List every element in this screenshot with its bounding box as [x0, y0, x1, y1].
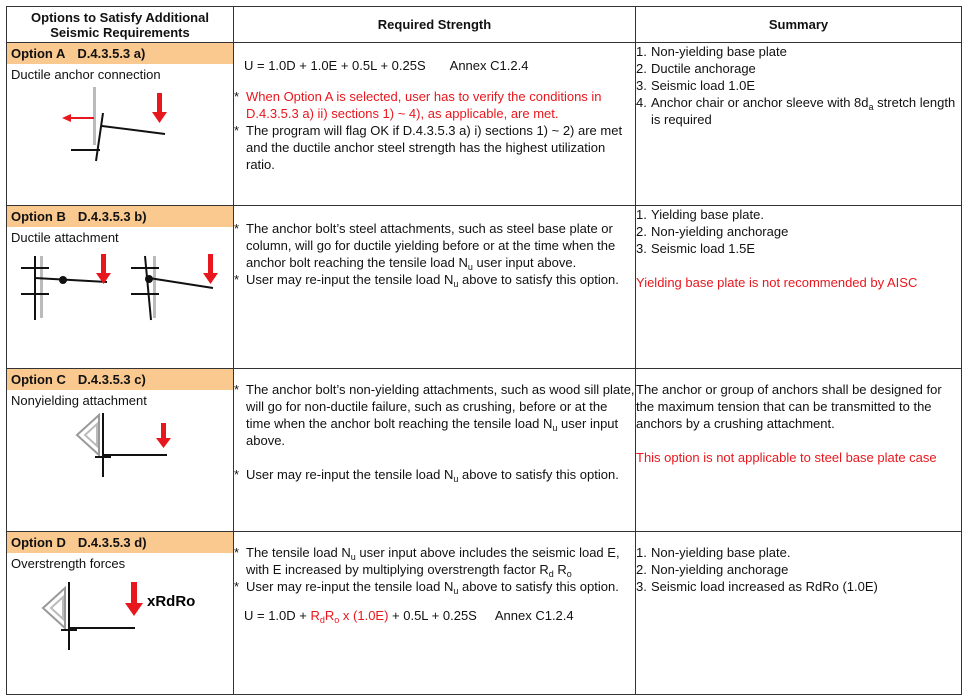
option-c-title: Option C D.4.3.5.3 c) — [7, 369, 233, 390]
option-b-summary: 1. Yielding base plate. 2. Non-yielding anchorage 3. Seismic load 1.5E Yielding base plate is not recommended by AISC — [636, 206, 962, 369]
header-options-line2: Seismic Requirements — [50, 24, 190, 40]
option-d-cell — [7, 532, 234, 695]
option-b-required — [234, 206, 636, 369]
option-b-title: Option B D.4.3.5.3 b) — [7, 206, 233, 227]
option-a-row — [7, 43, 962, 206]
option-b-subtitle: Ductile attachment — [11, 230, 119, 245]
option-c-required — [234, 369, 636, 532]
header-options — [7, 7, 234, 43]
option-d-title: Option D D.4.3.5.3 d) — [7, 532, 233, 553]
nonyielding-attachment-figure — [7, 411, 233, 531]
header-required-strength: Required Strength — [234, 7, 636, 43]
option-d-note-1: * The tensile load $N_u$ user input above includes the seismic load E, with E increased by multiplying overstrength factor $R_d$ $R_o$ — [234, 545, 620, 579]
ductile-attachment-figure — [7, 248, 233, 368]
option-c-row — [7, 369, 962, 532]
ductile-anchor-figure — [7, 85, 233, 205]
option-b-row — [7, 206, 962, 369]
option-d-subtitle: Overstrength forces — [11, 556, 126, 571]
option-a-title: Option A D.4.3.5.3 a) — [7, 43, 233, 64]
option-d-required — [234, 532, 636, 695]
option-b-note-1: * The anchor bolt’s steel attachments, such as steel base plate or column, will go for ductile yielding before or at the time when the anchor bolt reaching the tensile load $N_u$ user input above. — [234, 221, 616, 272]
option-a-required — [234, 43, 636, 206]
seismic-options-table — [6, 6, 962, 695]
option-a-summary: 1. Non-yielding base plate 2. Ductile anchorage 3. Seismic load 1.0E 4. Anchor chair or anchor sleeve with $8d_a$ stretch length is required — [636, 43, 962, 206]
option-d-summary: 1. Non-yielding base plate. 2. Non-yielding anchorage 3. Seismic load increased as RdRo (1.0E) — [636, 532, 962, 695]
option-c-summary-text: The anchor or group of anchors shall be designed for the maximum tension that can be transmitted to the anchors by a crushing attachment. — [636, 382, 942, 431]
option-b-warning: Yielding base plate is not recommended by AISC — [636, 275, 918, 290]
option-a-subtitle: Ductile anchor connection — [11, 67, 161, 82]
option-a-formula: U = 1.0D + 1.0E + 0.5L + 0.25S Annex C1.2.4 — [244, 58, 529, 73]
option-d-row — [7, 532, 962, 695]
option-c-subtitle: Nonyielding attachment — [11, 393, 147, 408]
option-c-summary — [636, 369, 962, 532]
option-a-note-1: * When Option A is selected, user has to verify the conditions in D.4.3.5.3 a) ii) sections 1) ~ 4), as applicable, are met. — [234, 89, 602, 121]
option-b-note-2: * User may re-input the tensile load $N_u$ above to satisfy this option. — [234, 272, 619, 289]
option-c-warning: This option is not applicable to steel base plate case — [636, 450, 937, 465]
option-b-cell — [7, 206, 234, 369]
header-summary: Summary — [636, 7, 962, 43]
option-a-note-2: * The program will flag OK if D.4.3.5.3 a) i) sections 1) ~ 2) are met and the ductile anchor steel strength has the highest utilization ratio. — [234, 123, 623, 172]
overstrength-factor-label: xRdRo — [147, 593, 196, 610]
option-a-cell — [7, 43, 234, 206]
header-options-line1: Options to Satisfy Additional — [31, 9, 209, 25]
option-d-formula: $U = 1.0D + R_dR_o$ x (1.0E) + 0.5L + 0.25S Annex C1.2.4 — [244, 608, 574, 625]
option-c-note-2: * User may re-input the tensile load $N_u$ above to satisfy this option. — [234, 467, 619, 484]
overstrength-figure — [7, 574, 233, 694]
option-c-cell — [7, 369, 234, 532]
option-c-note-1: * The anchor bolt’s non-yielding attachments, such as wood sill plate, will go for non-ductile failure, such as crushing, before or at the time when the anchor bolt reaching the tensile load $N_u$ user input above. — [234, 382, 635, 448]
option-d-note-2: * User may re-input the tensile load $N_u$ above to satisfy this option. — [234, 579, 619, 596]
